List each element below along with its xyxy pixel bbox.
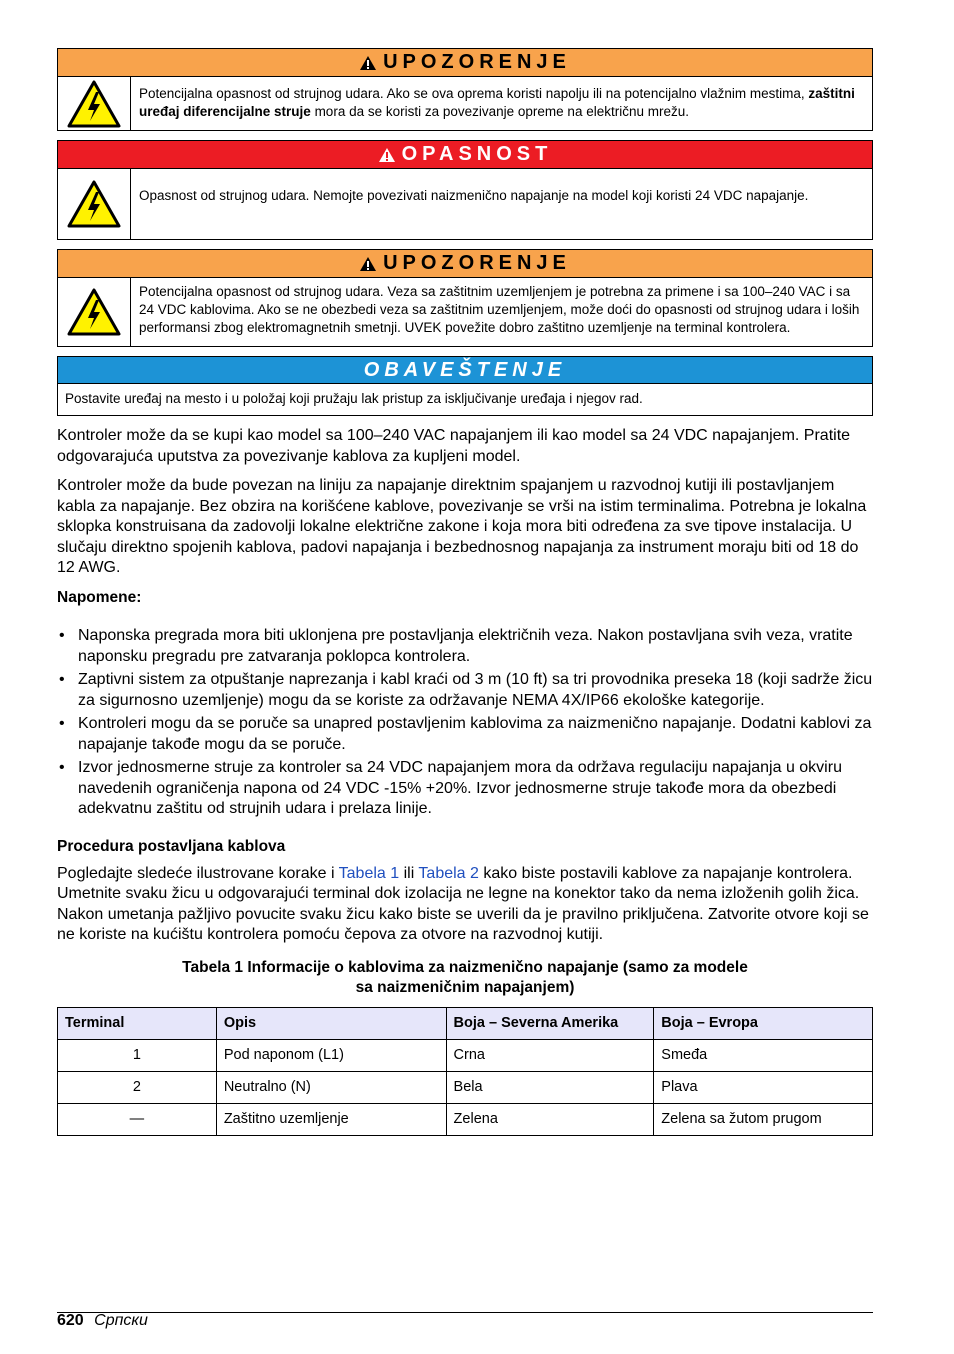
table-cell: 2	[58, 1071, 217, 1103]
table-cell: 1	[58, 1039, 217, 1071]
warning-triangle-icon	[359, 256, 377, 272]
table-row	[58, 1103, 873, 1135]
table-cell: Bela	[446, 1071, 654, 1103]
table-cell: Plava	[654, 1071, 873, 1103]
warning-header	[58, 250, 872, 278]
notes-label: Napomene:	[57, 588, 142, 606]
warning-triangle-icon	[359, 55, 377, 71]
danger-text: Opasnost od strujnog udara. Nemojte povezivati naizmenično napajanje na model koji koristi 24 VDC napajanje.	[139, 188, 809, 203]
table-cell: Neutralno (N)	[216, 1071, 446, 1103]
list-item: • Izvor jednosmerne struje za kontroler sa 24 VDC napajanjem mora da održava regulaciju napajanja u okviru navedenih ograničenja napona od 24 VDC -15% +20%. Izvor jednosmerne struje takođe mora da obezbedi adekvatnu zaštitu od strujnih udara i prelaza linije.	[57, 758, 873, 820]
warning-text: Potencijalna opasnost od strujnog udara. Veza sa zaštitnim uzemljenjem je potrebna za primene i sa 100–240 VAC i sa 24 VDC kablovima. Ako se ne obezbedi veza sa zaštitnim uzemljenjem, može doći do opasnosti od strujnog udara i loših performansi zbog elektromagnetnih smetnji. UVEK povežite dobro zaštitno uzemljenje na terminal kontrolera.	[139, 284, 860, 335]
column-header: Boja – Evropa	[654, 1007, 873, 1039]
table-cell: Pod naponom (L1)	[216, 1039, 446, 1071]
table-cell: —	[58, 1103, 217, 1135]
section-heading: Procedura postavljana kablova	[57, 837, 286, 855]
danger-box	[57, 140, 873, 240]
procedure-paragraph	[57, 864, 873, 946]
notice-title: OBAVEŠTENJE	[58, 357, 872, 384]
table-row	[58, 1039, 873, 1071]
notice-box	[57, 356, 873, 416]
page-content	[57, 48, 873, 1136]
footer-divider	[57, 1312, 873, 1313]
list-item: • Kontroleri mogu da se poruče sa unapred postavljenim kablovima za naizmenično napajanje. Dodatni kablovi za napajanje takođe mogu da se poruče.	[57, 714, 873, 755]
warning-triangle-icon	[378, 147, 396, 163]
table-caption	[57, 958, 873, 998]
table-cell: Zelena	[446, 1103, 654, 1135]
electrical-shock-icon	[58, 278, 131, 346]
procedure-text: ili	[399, 864, 419, 882]
column-header: Terminal	[58, 1007, 217, 1039]
page-number: 620	[57, 1312, 84, 1329]
intro-paragraph-2: Kontroler može da bude povezan na liniju za napajanje direktnim spajanjem u razvodnoj kutiji ili postavljanjem kabla za napajanje. Bez obzira na korišćene kablove, povezivanje se vrši na istim terminalima. Potrebna je lokalna sklopka konstruisana da zadovolji lokalne električne zakone i koja mora biti određena za sve tipove instalacija. U slučaju direktno spojenih kablova, padovi napajanja i bezbednosnog napajanja za instrument moraju biti od 18 do 12 AWG.	[57, 477, 867, 576]
table-caption-line: Tabela 1 Informacije o kablovima za naizmenično napajanje (samo za modele	[182, 958, 748, 976]
electrical-shock-icon	[58, 169, 131, 239]
table-cell: Crna	[446, 1039, 654, 1071]
table-cell: Zelena sa žutom prugom	[654, 1103, 873, 1135]
notice-text: Postavite uređaj na mesto i u položaj koji pružaju lak pristup za isključivanje uređaja i njegov rad.	[65, 391, 643, 406]
list-item: • Naponska pregrada mora biti uklonjena pre postavljanja električnih veza. Nakon postavljana svih veza, vratite naponsku pregradu pre zatvaranja poklopca kontrolera.	[57, 626, 873, 667]
table-caption-line: sa naizmeničnim napajanjem)	[355, 978, 575, 996]
danger-header	[58, 141, 872, 169]
procedure-text: Pogledajte sledeće ilustrovane korake i	[57, 864, 339, 882]
electrical-shock-icon	[58, 77, 131, 130]
column-header: Boja – Severna Amerika	[446, 1007, 654, 1039]
table-1-link[interactable]: Tabela 1	[338, 864, 400, 882]
warning-header	[58, 49, 872, 77]
page-footer	[57, 1312, 148, 1330]
danger-title: OPASNOST	[401, 143, 553, 165]
column-header: Opis	[216, 1007, 446, 1039]
table-cell: Zaštitno uzemljenje	[216, 1103, 446, 1135]
warning-title: UPOZORENJE	[383, 51, 571, 73]
list-item: • Zaptivni sistem za otpuštanje naprezanja i kabl kraći od 3 m (10 ft) sa tri provodnika preseka 18 (koji sadrže žicu za sigurnosno uzemljenje) mogu da se koriste za održavanje NEMA 4X/IP66 ekološke kategorije.	[57, 670, 873, 711]
table-row	[58, 1071, 873, 1103]
warning-box-1	[57, 48, 873, 131]
cable-info-table	[57, 1007, 873, 1136]
notes-list	[57, 626, 873, 820]
table-cell: Smeđa	[654, 1039, 873, 1071]
warning-title: UPOZORENJE	[383, 252, 571, 274]
table-2-link[interactable]: Tabela 2	[418, 864, 479, 882]
warning-box-2	[57, 249, 873, 347]
warning-text: Potencijalna opasnost od strujnog udara. Ako se ova oprema koristi napolju ili na potencijalno vlažnim mestima, zaštitni uređaj diferencijalne struje mora da se koristi za povezivanje opreme na električnu mrežu.	[139, 86, 855, 119]
procedure-text: kako biste postavili kablove za napajanje kontrolera. Umetnite svaku žicu u odgovarajući terminal dok izolacija ne legne na konektor tako da nema izloženih golih žica. Nakon umetanja pažljivo povucite svaku žicu kako biste se uverili da je pravilno priključena. Zatvorite otvore koji se ne koriste na kućištu kontrolera pomoću čepova za otvore na razvodnoj kutiji.	[57, 864, 869, 943]
table-header-row	[58, 1007, 873, 1039]
footer-language: Српски	[94, 1312, 148, 1329]
intro-paragraph-1: Kontroler može da se kupi kao model sa 100–240 VAC napajanjem ili kao model sa 24 VDC napajanjem. Pratite odgovarajuća uputstva za povezivanje kablova za kupljeni model.	[57, 427, 851, 465]
